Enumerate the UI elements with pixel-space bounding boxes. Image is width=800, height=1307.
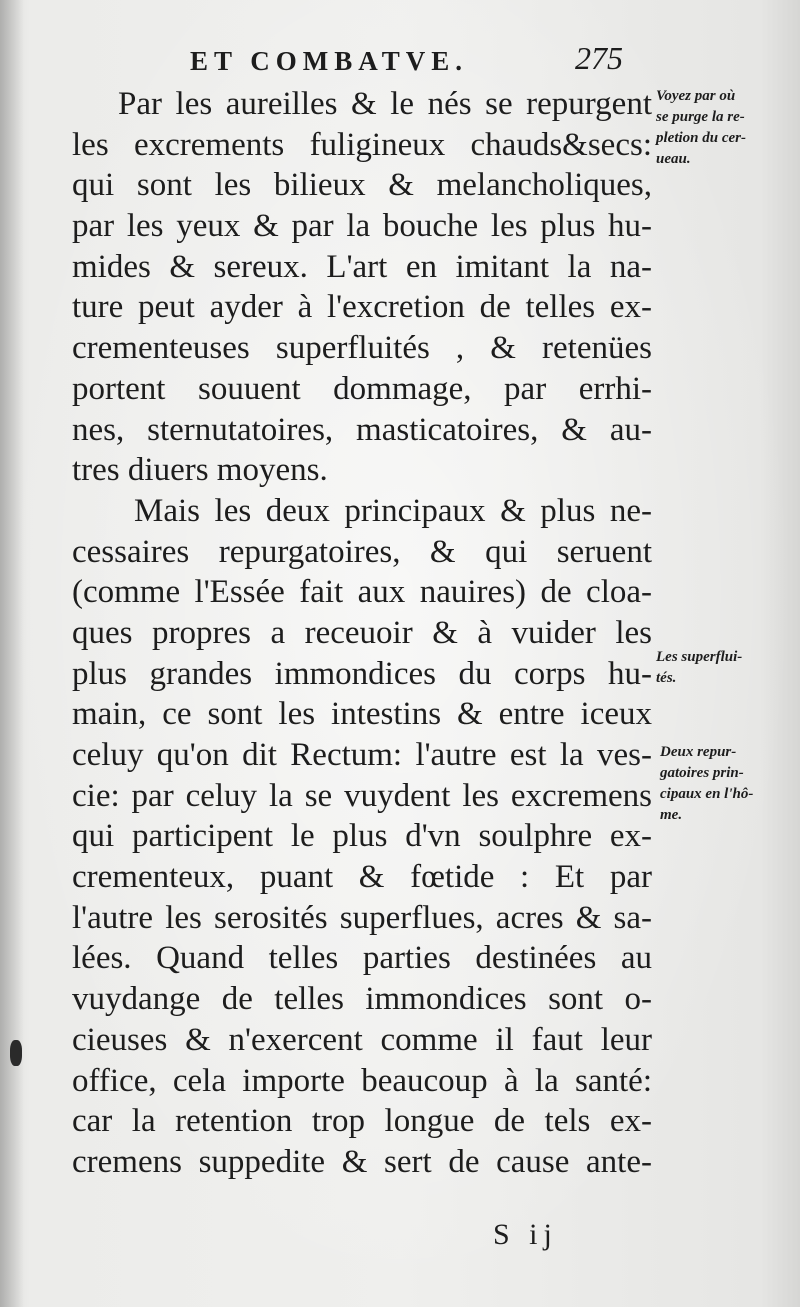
text-line: cessaires repurgatoires, & qui seruent <box>72 533 652 570</box>
margin-note-line: pletion du cer- <box>656 130 746 146</box>
body-text <box>72 84 652 1183</box>
text-line: les excrements fuligineux chauds&secs: <box>72 126 652 163</box>
text-line: qui sont les bilieux & melancholiques, <box>72 167 652 204</box>
text-line: qui participent le plus d'vn soulphre ex- <box>72 818 652 855</box>
text-line: portent souuent dommage, par errhi- <box>72 370 652 407</box>
text-line: Par les aureilles & le nés se repurgent <box>118 86 652 122</box>
margin-note-line: me. <box>660 807 683 823</box>
text-line: office, cela importe beaucoup à la santé: <box>72 1062 652 1099</box>
running-head: ET COMBATVE. <box>190 46 469 76</box>
text-line: (comme l'Essée fait aux nauires) de cloa- <box>72 574 652 611</box>
margin-note <box>656 86 796 170</box>
text-line: par les yeux & par la bouche les plus hu- <box>72 208 652 245</box>
margin-note-line: Voyez par où <box>656 88 736 104</box>
text-line: Mais les deux principaux & plus ne- <box>134 492 652 529</box>
margin-note-line: Deux repur- <box>660 744 737 760</box>
text-line: celuy qu'on dit Rectum: l'autre est la ves- <box>72 737 652 773</box>
text-line: nes, sternutatoires, masticatoires, & au- <box>72 411 652 448</box>
margin-note-line: ueau. <box>656 151 691 167</box>
text-line: cieuses & n'exercent comme il faut leur <box>72 1021 652 1058</box>
text-line: plus grandes immondices du corps hu- <box>72 655 652 692</box>
page-number: 275 <box>575 40 623 76</box>
text-line: main, ce sont les intestins & entre iceux <box>72 696 652 733</box>
signature-mark: S ij <box>493 1218 558 1251</box>
margin-note-line: gatoires prin- <box>660 765 744 781</box>
text-line: ques propres a receuoir & à vuider les <box>72 614 652 651</box>
text-line: car la retention trop longue de tels ex- <box>72 1103 652 1140</box>
text-line: cremens suppedite & sert de cause ante- <box>72 1143 652 1180</box>
margin-note-line: tés. <box>656 670 677 686</box>
gutter-shadow <box>0 0 24 1307</box>
margin-note-line: se purge la re- <box>656 109 745 125</box>
text-line: l'autre les serosités superflues, acres & sa- <box>72 899 652 936</box>
text-line: vuydange de telles immondices sont o- <box>72 981 652 1018</box>
margin-note <box>660 742 800 826</box>
text-line: crementeuses superfluités , & retenües <box>72 330 652 367</box>
margin-note-line: cipaux en l'hô- <box>660 786 754 802</box>
text-line: cie: par celuy la se vuydent les excremens <box>72 777 652 814</box>
text-line: crementeux, puant & fœtide : Et par <box>72 859 652 896</box>
ink-blot <box>10 1040 22 1066</box>
text-line: mides & sereux. L'art en imitant la na- <box>72 248 652 285</box>
text-line: lées. Quand telles parties destinées au <box>72 940 652 977</box>
text-line: ture peut ayder à l'excretion de telles ex- <box>72 289 652 326</box>
margin-note-line: Les superflui- <box>656 649 743 665</box>
text-line: tres diuers moyens. <box>72 452 328 489</box>
margin-note <box>656 647 796 689</box>
